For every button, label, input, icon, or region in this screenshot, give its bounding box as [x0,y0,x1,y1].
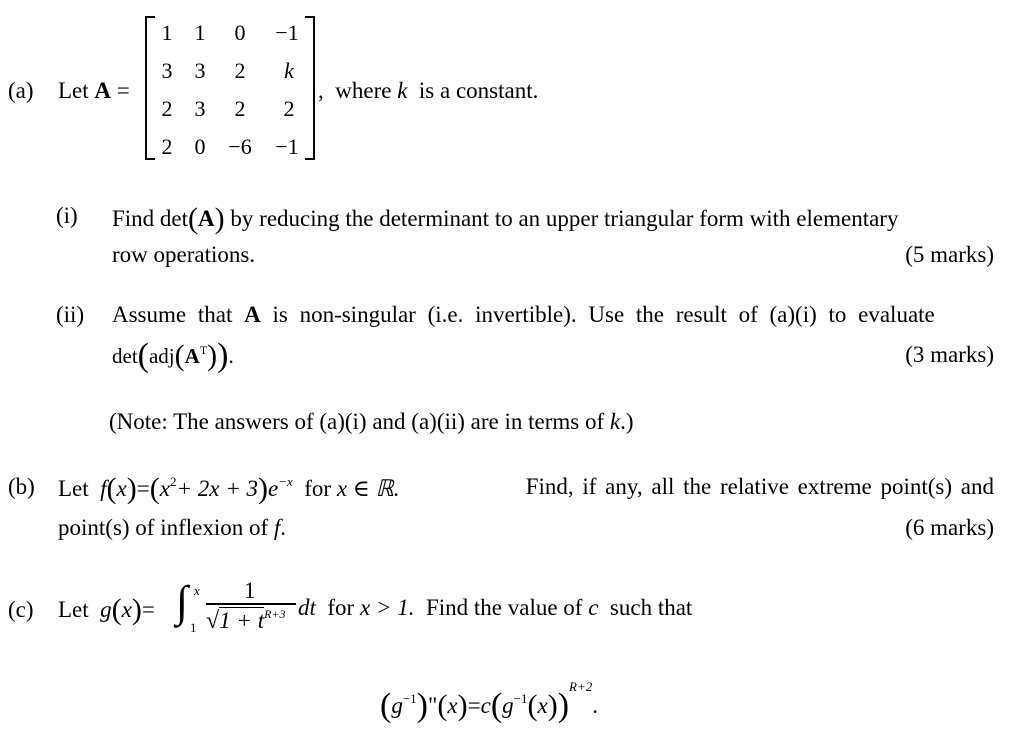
part-b-line2: point(s) of inflexion of f. [58,515,287,540]
matrix-cell: 3 [194,58,206,83]
matrix-cell: 2 [161,134,173,159]
matrix-cell: −6 [228,134,252,159]
matrix-cell: k [284,58,294,83]
part-c-g: Let g(x)= [58,593,155,626]
part-b-line1-rest: Find, if any, all the relative extreme point(s) and [525,474,994,499]
matrix-cell: 1 [161,20,173,45]
part-b-marks: (6 marks) [905,515,994,540]
part-a-ii-line1: Assume that A is non-singular (i.e. invertible). Use the result of (a)(i) to evaluate [112,302,935,327]
matrix-cell: −1 [275,20,299,45]
integral-sign: ∫ [176,577,189,626]
fraction-bar [206,603,296,605]
part-a-where-text: , where k is a constant. [318,78,539,103]
integral-lower-limit: 1 [190,620,197,635]
part-b-label: (b) [8,474,35,499]
part-a-i-label: (i) [56,203,78,228]
matrix-cell: 2 [234,58,246,83]
matrix-cell: 3 [161,58,173,83]
part-b-line1: Let $f(x)=(x^2+ 2x + 3)e^{-x}$ for x ∈ ℝ. [58,472,400,505]
matrix-cell: 1 [194,20,206,45]
part-a-ii-marks: (3 marks) [905,342,994,367]
matrix-cell: 3 [194,96,206,121]
part-a-let: Let A = [58,78,130,103]
fraction-numerator: 1 [244,578,256,603]
part-a-ii-label: (ii) [56,302,85,327]
part-a-ii-line2: $\det(adj(A^T))$. [112,337,234,374]
part-a-label: (a) [8,78,34,103]
part-a-i-marks: (5 marks) [905,242,994,267]
matrix-cell: 2 [283,96,295,121]
integral-upper-limit: x [194,583,200,598]
part-c-label: (c) [8,597,34,622]
display-equation: $(g^{-1})"(x)=c(g^{-1}(x))^{R+2}$. [380,679,598,724]
part-a-i-line2: row operations. [112,242,256,267]
part-c-rest: dt for x > 1. Find the value of c such that [298,595,693,620]
matrix-cell: 2 [161,96,173,121]
matrix-cell: 2 [234,96,246,121]
matrix-cell: −1 [275,134,299,159]
fraction-denominator: $√1 + t^{R+3}$ [206,607,286,634]
matrix-cell: 0 [234,20,246,45]
matrix-cell: 0 [194,134,206,159]
part-a-note: (Note: The answers of (a)(i) and (a)(ii) are in terms of k.) [109,409,634,434]
matrix-A [145,12,315,164]
part-a-i-line1: Find det(A) by reducing the determinant to an upper triangular form with elementary [112,202,899,235]
